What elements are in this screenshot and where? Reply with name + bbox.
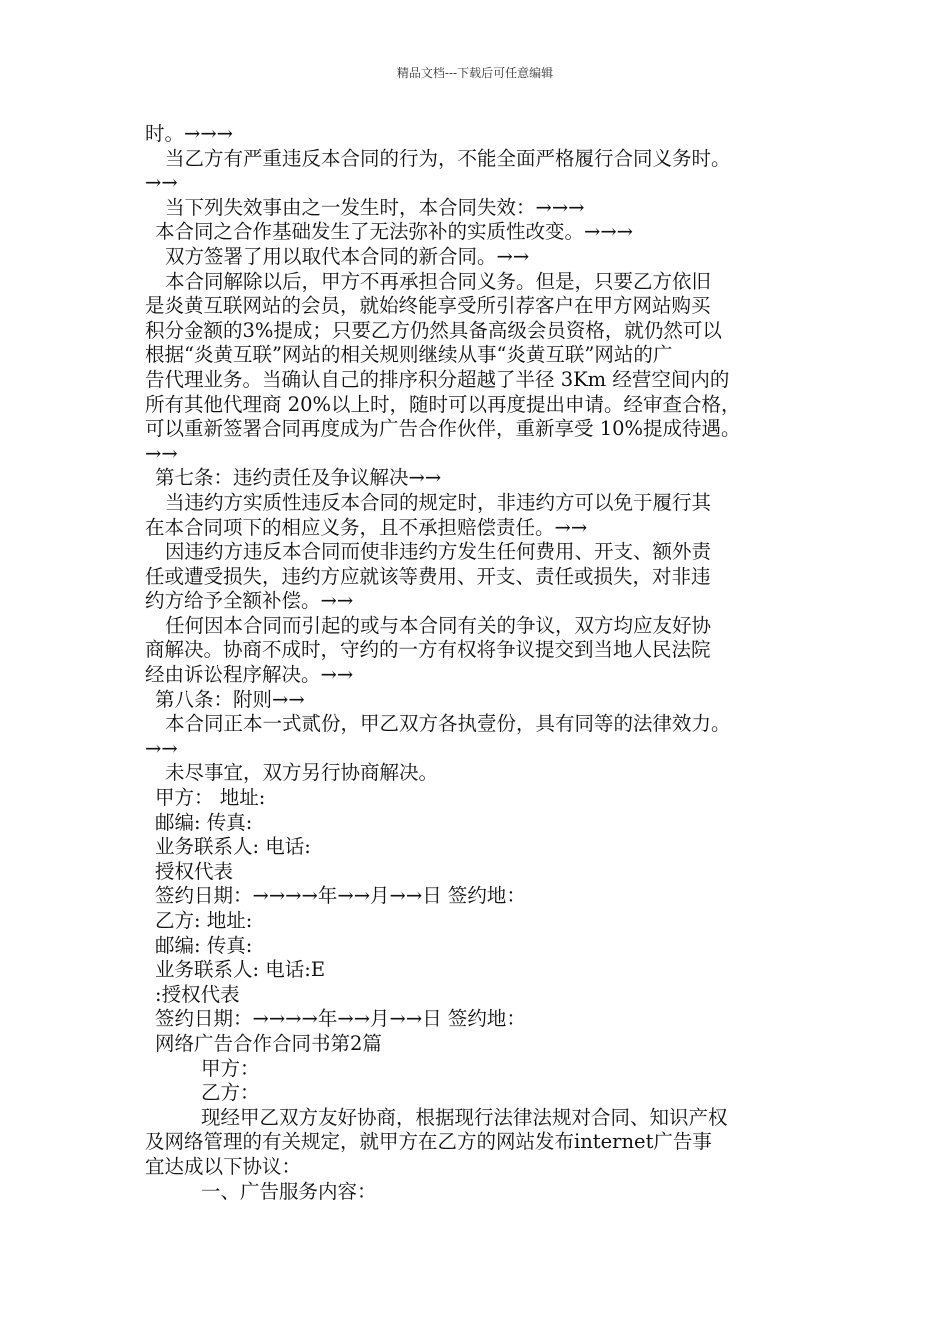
text-line: 本合同解除以后，甲方不再承担合同义务。但是，只要乙方依旧 [165,269,712,293]
text-line: 当乙方有严重违反本合同的行为，不能全面严格履行合同义务时。 [165,146,731,170]
text-line: 任何因本合同而引起的或与本合同有关的争议，双方均应友好协 [165,613,712,637]
text-line: 业务联系人: 电话:E [155,958,326,982]
text-line: 可以重新签署合同再度成为广告合作伙伴，重新享受 10%提成待遇。 [145,417,741,441]
text-line: →→ [145,441,178,465]
text-line: 告代理业务。当确认自己的排序积分超越了半径 3Km 经营空间内的 [145,367,730,391]
text-line: 约方给予全额补偿。→→ [145,589,354,613]
text-line: 当下列失效事由之一发生时，本合同失效：→→→ [165,195,585,219]
text-line: 当违约方实质性违反本合同的规定时，非违约方可以免于履行其 [165,490,712,514]
text-line: 在本合同项下的相应义务，且不承担赔偿责任。→→ [145,515,588,539]
text-line: 双方签署了用以取代本合同的新合同。→→ [165,244,530,268]
text-line: 乙方: 地址: [155,909,253,932]
text-line: 签约日期：→→→→年→→月→→日 签约地： [155,884,526,908]
text-line: 本合同正本一式贰份，甲乙双方各执壹份，具有同等的法律效力。 [165,712,731,736]
text-line: 是炎黄互联网站的会员，就始终能享受所引荐客户在甲方网站购买 [145,294,711,318]
text-line: 根据“炎黄互联”网站的相关规则继续从事“炎黄互联”网站的广 [145,343,673,367]
text-line: 及网络管理的有关规定，就甲方在乙方的网站发布internet广告事 [145,1130,712,1154]
text-line: 签约日期：→→→→年→→月→→日 签约地： [155,1007,526,1031]
text-line: 商解决。协商不成时，守约的一方有权将争议提交到当地人民法院 [145,638,711,662]
text-line: 乙方： [201,1081,260,1105]
text-line: 积分金额的3%提成；只要乙方仍然具备高级会员资格，就仍然可以 [145,318,722,342]
text-line: 所有其他代理商 20%以上时，随时可以再度提出申请。经审查合格， [145,392,741,416]
text-line: 一、广告服务内容： [201,1179,377,1203]
text-line: :授权代表 [155,982,240,1006]
text-line: 宜达成以下协议： [145,1154,302,1178]
text-line: 现经甲乙双方友好协商，根据现行法律法规对合同、知识产权 [201,1105,728,1129]
text-line: →→ [145,736,178,760]
text-line: 任或遭受损失，违约方应就该等费用、开支、责任或损失，对非违 [145,564,711,588]
text-line: 甲方： [201,1056,260,1080]
text-line: 本合同之合作基础发生了无法弥补的实质性改变。→→→ [155,220,634,244]
text-line: 邮编: 传真: [155,810,253,834]
text-line: 网络广告合作合同书第2篇 [155,1031,382,1055]
text-line: 业务联系人: 电话: [155,835,311,859]
text-line: →→ [145,171,178,195]
text-line: 甲方： 地址: [155,786,266,810]
page-header: 精品文档---下载后可任意编辑 [396,66,554,80]
text-line: 经由诉讼程序解决。→→ [145,663,354,687]
text-line: 因违约方违反本合同而使非违约方发生任何费用、开支、额外责 [165,540,712,564]
text-line: 授权代表 [155,859,234,883]
text-line: 未尽事宜，双方另行协商解决。 [165,761,439,785]
text-line: 第七条：违约责任及争议解决→→ [155,466,442,490]
contract-body [145,122,835,1204]
text-line: 邮编: 传真: [155,933,253,957]
text-line: 时。→→→ [145,122,234,145]
text-line: 第八条：附则→→ [155,687,305,711]
